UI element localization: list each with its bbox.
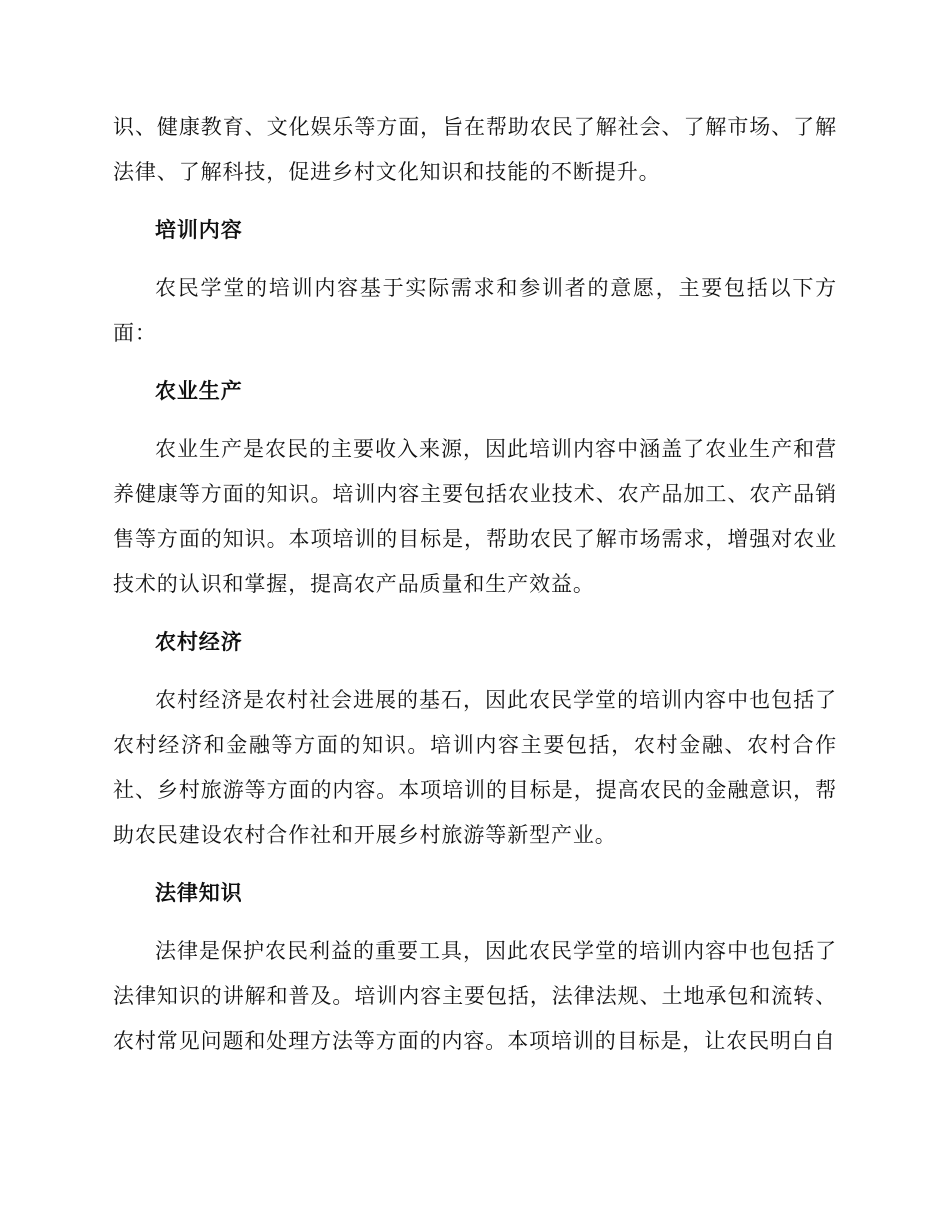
section-paragraph-agricultural-production: 农业生产是农民的主要收入来源，因此培训内容中涵盖了农业生产和营养健康等方面的知识。培训内容主要包括农业技术、农产品加工、农产品销售等方面的知识。本项培训的目标是，帮助农民了解市场需求，增强对农业技术的认识和掌握，提高农产品质量和生产效益。 xyxy=(113,437,837,596)
intro-continuation-paragraph: 识、健康教育、文化娱乐等方面，旨在帮助农民了解社会、了解市场、了解法律、了解科技，促进乡村文化知识和技能的不断提升。 xyxy=(113,115,837,184)
section-heading-rural-economy: 农村经济 xyxy=(155,630,243,654)
document-body xyxy=(113,105,837,1077)
section-heading-training-content: 培训内容 xyxy=(155,218,243,242)
section-heading-legal-knowledge: 法律知识 xyxy=(155,881,243,905)
section-paragraph-rural-economy: 农村经济是农村社会进展的基石，因此农民学堂的培训内容中也包括了农村经济和金融等方面的知识。培训内容主要包括，农村金融、农村合作社、乡村旅游等方面的内容。本项培训的目标是，提高农民的金融意识，帮助农民建设农村合作社和开展乡村旅游等新型产业。 xyxy=(113,688,837,847)
section-paragraph-training-content: 农民学堂的培训内容基于实际需求和参训者的意愿，主要包括以下方面： xyxy=(113,276,837,345)
section-paragraph-legal-knowledge: 法律是保护农民利益的重要工具，因此农民学堂的培训内容中也包括了法律知识的讲解和普及。培训内容主要包括，法律法规、土地承包和流转、农村常见问题和处理方法等方面的内容。本项培训的目标是，让农民明白自 xyxy=(113,939,837,1053)
section-heading-agricultural-production: 农业生产 xyxy=(155,379,243,403)
